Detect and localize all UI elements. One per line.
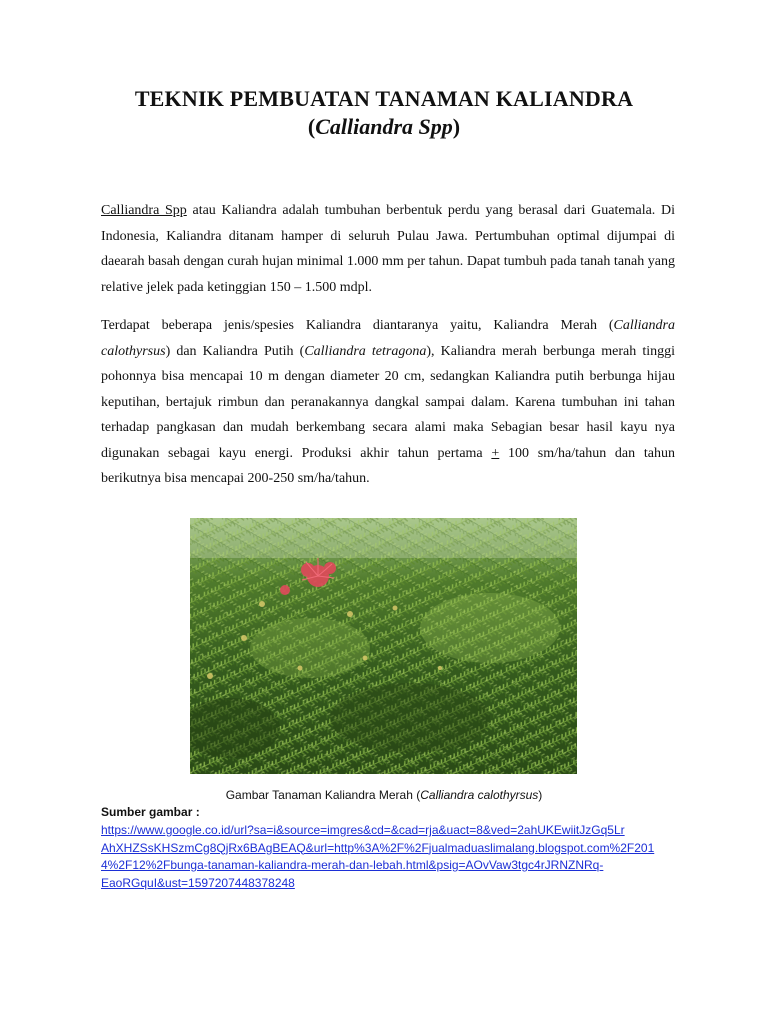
paragraph-intro-body: atau Kaliandra adalah tumbuhan berbentuk perdu yang berasal dari Guatemala. Di Indonesia, Kaliandra ditanam hamper di seluruh Pulau Jawa. Pertumbuhan optimal dijumpai di daearah basah dengan curah hujan minimal 1.000 mm per tahun. Dapat tumbuh pada tanah tanah yang relative jelek pada ketinggian 150 – 1.500 mdpl. — [101, 203, 675, 295]
paragraph-intro-lead: Calliandra Spp — [101, 203, 187, 218]
kaliandra-photo — [190, 518, 577, 774]
subtitle-close-paren: ) — [452, 114, 461, 139]
source-url-line[interactable]: EaoRGquI&ust=1597207448378248 — [101, 875, 295, 890]
caption-text: Gambar Tanaman Kaliandra Merah ( — [225, 788, 421, 802]
caption-close-paren: ) — [538, 788, 543, 802]
source-url-line[interactable]: 4%2F12%2Fbunga-tanaman-kaliandra-merah-dan-lebah.html&psig=AOvVaw3tgc4rJRNZNRq- — [101, 858, 604, 872]
paragraph-intro — [101, 198, 675, 300]
species-name-white: Calliandra tetragona — [304, 343, 427, 359]
document-title: TEKNIK PEMBUATAN TANAMAN KALIANDRA — [134, 86, 634, 111]
paragraph-species — [101, 313, 675, 492]
source-url-line[interactable]: https://www.google.co.id/url?sa=i&source=imgres&cd=&cad=rja&uact=8&ved=2ahUKEwiitJzGq5Lr — [101, 823, 625, 837]
subtitle-open-paren: ( — [307, 114, 316, 139]
source-url-line[interactable]: AhXHZSsKHSzmCg8QjRx6BAgBEAQ&url=http%3A%2F%2Fjualmaduaslimalang.blogspot.com%2F201 — [101, 840, 655, 855]
paragraph-species-text-4: 100 sm/ha/tahun dan tahun berikutnya bisa mencapai 200-250 sm/ha/tahun. — [101, 445, 675, 486]
species-name-red: Calliandra calothyrsus — [101, 318, 675, 359]
paragraph-species-text-2: ) dan Kaliandra Putih ( — [165, 343, 305, 359]
document-subtitle — [0, 114, 768, 140]
paragraph-species-text-3: ), Kaliandra merah berbunga merah tinggi pohonnya bisa mencapai 10 m dengan diameter 20 cm, sedangkan Kaliandra putih berbunga hijau keputihan, bertajuk rimbun dan peranakannya dangkal sampai dalam. Karena tumbuhan ini tahan terhadap pangkasan dan mudah berkembang secara alami maka Sebagian besar hasil kayu nya digunakan sebagai kayu energi. Produksi akhir tahun pertama — [101, 343, 675, 461]
source-url-link[interactable] — [101, 822, 701, 892]
paragraph-species-text-1: Terdapat beberapa jenis/spesies Kaliandra diantaranya yaitu, Kaliandra Merah ( — [101, 318, 614, 333]
source-label: Sumber gambar : — [101, 805, 200, 819]
plus-minus-sign: + — [491, 445, 500, 461]
subtitle-scientific-name: Calliandra Spp — [315, 114, 453, 139]
figure-caption — [0, 788, 768, 802]
caption-scientific-name: Calliandra calothyrsus — [420, 788, 539, 802]
